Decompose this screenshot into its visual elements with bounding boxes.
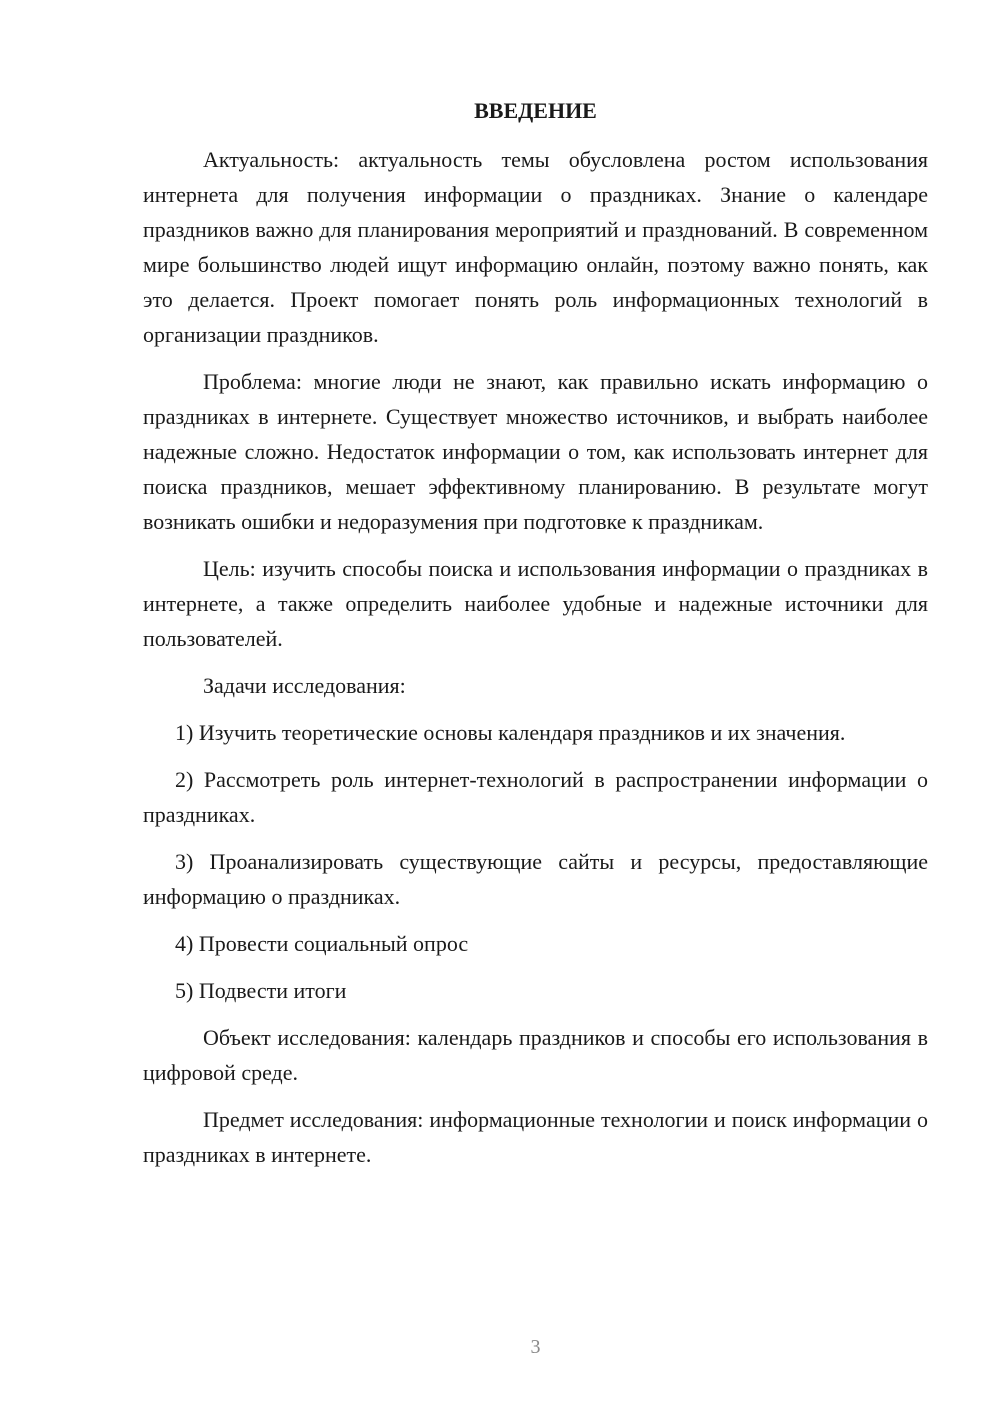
task-item: 3) Проанализировать существующие сайты и ресурсы, предоставляющие информацию о праздниках.: [143, 849, 928, 909]
tasks-heading: Задачи исследования:: [203, 673, 406, 698]
problem-paragraph: Проблема: многие люди не знают, как правильно искать информацию о праздниках в интернете. Существует множество источников, и выбрать наиболее надежные сложно. Недостаток информации о том, как использовать интернет для поиска праздников, мешает эффективному планированию. В результате могут возникать ошибки и недоразумения при подготовке к праздникам.: [143, 369, 928, 534]
goal-paragraph: Цель: изучить способы поиска и использования информации о праздниках в интернете, а также определить наиболее удобные и надежные источники для пользователей.: [143, 556, 928, 651]
object-paragraph: Объект исследования: календарь праздников и способы его использования в цифровой среде.: [143, 1025, 928, 1085]
document-body: [143, 142, 928, 1184]
page-title: ВВЕДЕНИЕ: [474, 98, 597, 123]
document-page: [143, 0, 928, 1414]
task-item: 1) Изучить теоретические основы календаря праздников и их значения.: [175, 720, 846, 745]
task-item: 5) Подвести итоги: [175, 978, 347, 1003]
page-number: 3: [530, 1336, 541, 1358]
relevance-paragraph: Актуальность: актуальность темы обусловлена ростом использования интернета для получения информации о праздниках. Знание о календаре праздников важно для планирования мероприятий и празднований. В современном мире большинство людей ищут информацию онлайн, поэтому важно понять, как это делается. Проект помогает понять роль информационных технологий в организации праздников.: [143, 147, 928, 347]
task-item: 2) Рассмотреть роль интернет-технологий в распространении информации о праздниках.: [143, 767, 928, 827]
task-item: 4) Провести социальный опрос: [175, 931, 469, 956]
subject-paragraph: Предмет исследования: информационные технологии и поиск информации о праздниках в интернете.: [143, 1107, 928, 1167]
